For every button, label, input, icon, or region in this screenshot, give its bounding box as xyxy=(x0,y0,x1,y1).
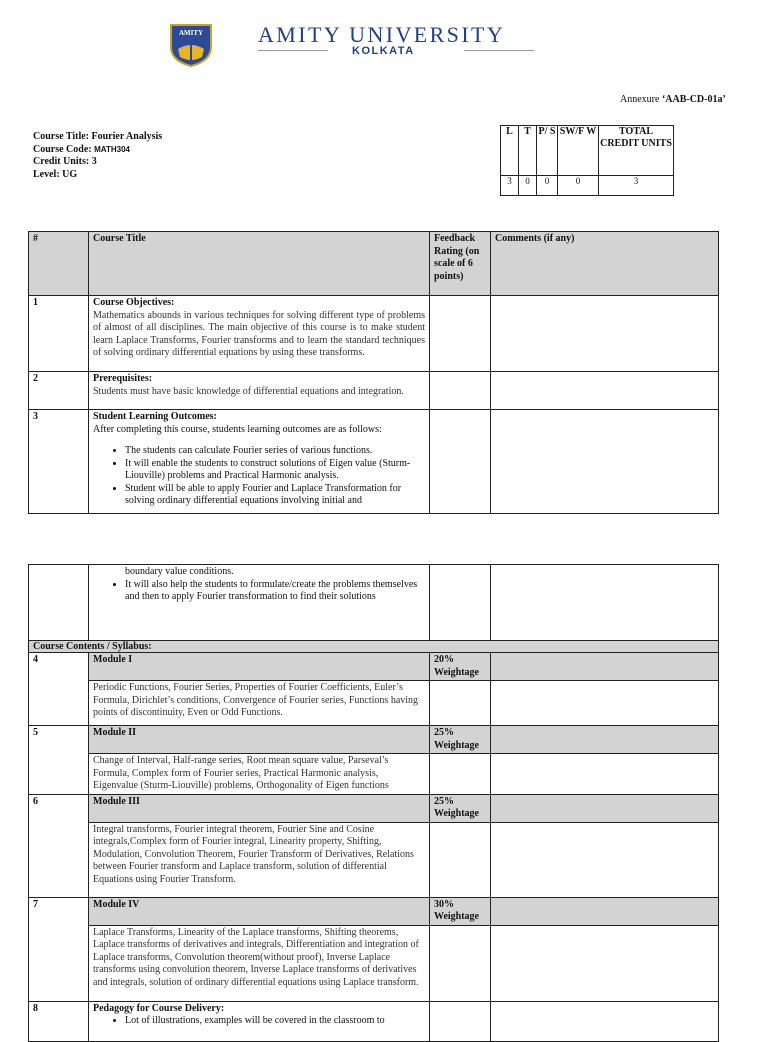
pedagogy-cell xyxy=(89,1001,430,1041)
title-rule-left xyxy=(258,50,328,51)
comments-cell[interactable] xyxy=(491,822,719,897)
syllabus-heading: Course Contents / Syllabus: xyxy=(29,641,719,653)
outcomes-list xyxy=(93,445,425,508)
list-item: • The students can calculate Fourier series of various functions. xyxy=(125,445,425,458)
credit-value-swfw: 0 xyxy=(558,176,599,196)
outcomes-continued-cell xyxy=(89,565,430,641)
module-text: Periodic Functions, Fourier Series, Properties of Fourier Coefficients, Euler’s Formula, Dirichlet’s conditions, Convergence of Fourier series, Functions having points of discontinuity, Even or Odd Functions. xyxy=(89,681,430,726)
course-title: Course Title: Fourier Analysis xyxy=(33,131,163,142)
credit-value-total: 3 xyxy=(599,176,674,196)
row-heading: Pedagogy for Course Delivery: xyxy=(93,1002,225,1014)
annexure-code: ‘AAB-CD-01a’ xyxy=(661,94,726,105)
credit-units: Credit Units: 3 xyxy=(33,156,97,167)
feedback-cell[interactable] xyxy=(430,754,491,795)
module-comments-header xyxy=(491,653,719,681)
credits-table xyxy=(500,125,674,196)
row-heading: Student Learning Outcomes: xyxy=(93,411,217,422)
comments-cell[interactable] xyxy=(491,1001,719,1041)
row-num xyxy=(29,565,89,641)
comments-cell[interactable] xyxy=(491,296,719,372)
course-level: Level: UG xyxy=(33,168,78,180)
comments-cell[interactable] xyxy=(491,925,719,1001)
feedback-cell[interactable] xyxy=(430,565,491,641)
row-num: 4 xyxy=(29,653,89,726)
comments-cell[interactable] xyxy=(491,372,719,410)
row-num: 2 xyxy=(29,372,89,410)
list-item: • Student will be able to apply Fourier and Laplace Transformation for solving ordinary differential equations involving initial and xyxy=(125,483,425,508)
module-weightage: 20% Weightage xyxy=(430,653,491,681)
feedback-cell[interactable] xyxy=(430,1001,491,1041)
course-code-label: Course Code: xyxy=(33,143,95,155)
row-num: 6 xyxy=(29,794,89,897)
credit-header-ps: P/ S xyxy=(537,126,558,176)
header-comments: Comments (if any) xyxy=(491,232,719,296)
comments-cell[interactable] xyxy=(491,754,719,795)
header-num: # xyxy=(29,232,89,296)
pedagogy-list xyxy=(93,1015,425,1028)
credit-value-ps: 0 xyxy=(537,176,558,196)
university-name: AMITY UNIVERSITY xyxy=(258,22,506,47)
credit-value-l: 3 xyxy=(501,176,519,196)
feedback-cell[interactable] xyxy=(430,410,491,514)
module-name: Module IV xyxy=(89,897,430,925)
row-text: boundary value conditions. xyxy=(125,566,234,577)
module-comments-header xyxy=(491,897,719,925)
logo-text: AMITY xyxy=(178,29,204,37)
module-weightage: 25% Weightage xyxy=(430,794,491,822)
module-comments-header xyxy=(491,726,719,754)
row-num: 8 xyxy=(29,1001,89,1041)
header-feedback: Feedback Rating (on scale of 6 points) xyxy=(430,232,491,296)
module-name: Module III xyxy=(89,794,430,822)
university-logo xyxy=(168,23,214,67)
row-num: 5 xyxy=(29,726,89,795)
outcomes-list xyxy=(93,579,425,604)
comments-cell[interactable] xyxy=(491,565,719,641)
annexure-label: Annexure ‘AAB-CD-01a’ xyxy=(620,94,726,105)
row-num: 1 xyxy=(29,296,89,372)
title-rule-right xyxy=(464,50,534,51)
learning-outcomes-cell xyxy=(89,410,430,514)
module-text: Laplace Transforms, Linearity of the Laplace transforms, Shifting theorems, Laplace transforms of derivatives and integrals, Differentiation and integration of Laplace transforms, Convolution theorem(without proof), Inverse Laplace transforms using convolution theorem, Inverse Laplace transforms of derivatives and integrals, solution of ordinary differential equations using Laplace transform. xyxy=(89,925,430,1001)
course-contents-table xyxy=(28,564,719,1042)
row-heading: Prerequisites: xyxy=(93,373,153,384)
module-name: Module II xyxy=(89,726,430,754)
feedback-cell[interactable] xyxy=(430,822,491,897)
module-text: Change of Interval, Half-range series, Root mean square value, Parseval’s Formula, Complex form of Fourier series, Practical Harmonic analysis, Eigenvalue (Sturm-Liouville) problems, Orthogonality of Eigen functions xyxy=(89,754,430,795)
feedback-cell[interactable] xyxy=(430,372,491,410)
credit-header-total: TOTAL CREDIT UNITS xyxy=(599,126,674,176)
module-name: Module I xyxy=(89,653,430,681)
row-num: 3 xyxy=(29,410,89,514)
course-info xyxy=(33,131,162,181)
feedback-cell[interactable] xyxy=(430,681,491,726)
list-item: • It will also help the students to formulate/create the problems themselves and then to apply Fourier transformation to find their solutions xyxy=(125,579,425,604)
credit-header-swfw: SW/F W xyxy=(558,126,599,176)
row-text: After completing this course, students learning outcomes are as follows: xyxy=(93,423,382,435)
feedback-cell[interactable] xyxy=(430,296,491,372)
comments-cell[interactable] xyxy=(491,410,719,514)
module-text: Integral transforms, Fourier integral theorem, Fourier Sine and Cosine integrals,Complex form of Fourier integral, Linearity property, Shifting, Modulation, Convolution Theorem, Fourier Transform of Derivatives, Relations between Fourier transform and Laplace transform, solution of differential Equations using Fourier Transform. xyxy=(89,822,430,897)
credit-value-t: 0 xyxy=(519,176,537,196)
credit-header-l: L xyxy=(501,126,519,176)
list-item: • Lot of illustrations, examples will be covered in the classroom to xyxy=(125,1015,425,1028)
credit-header-t: T xyxy=(519,126,537,176)
module-weightage: 30% Weightage xyxy=(430,897,491,925)
course-feedback-table xyxy=(28,231,719,514)
course-code: MATH304 xyxy=(94,144,130,154)
feedback-cell[interactable] xyxy=(430,925,491,1001)
row-num: 7 xyxy=(29,897,89,1001)
row-text: Mathematics abounds in various techniques for solving different type of problems of almost of all disciplines. The main objective of this course is to make student learn Laplace Transforms, Fourier transforms and to learn the standard techniques of solving ordinary differential equations by using these transforms. xyxy=(93,309,425,358)
row-text: Students must have basic knowledge of differential equations and integration. xyxy=(93,385,404,397)
row-heading: Course Objectives: xyxy=(93,297,175,308)
module-comments-header xyxy=(491,794,719,822)
list-item: • It will enable the students to construct solutions of Eigen value (Sturm-Liouville) problems and Practical Harmonic analysis. xyxy=(125,458,425,483)
comments-cell[interactable] xyxy=(491,681,719,726)
header-course-title: Course Title xyxy=(89,232,430,296)
course-objectives-cell xyxy=(89,296,430,372)
university-city: KOLKATA xyxy=(352,45,415,57)
module-weightage: 25% Weightage xyxy=(430,726,491,754)
prerequisites-cell xyxy=(89,372,430,410)
